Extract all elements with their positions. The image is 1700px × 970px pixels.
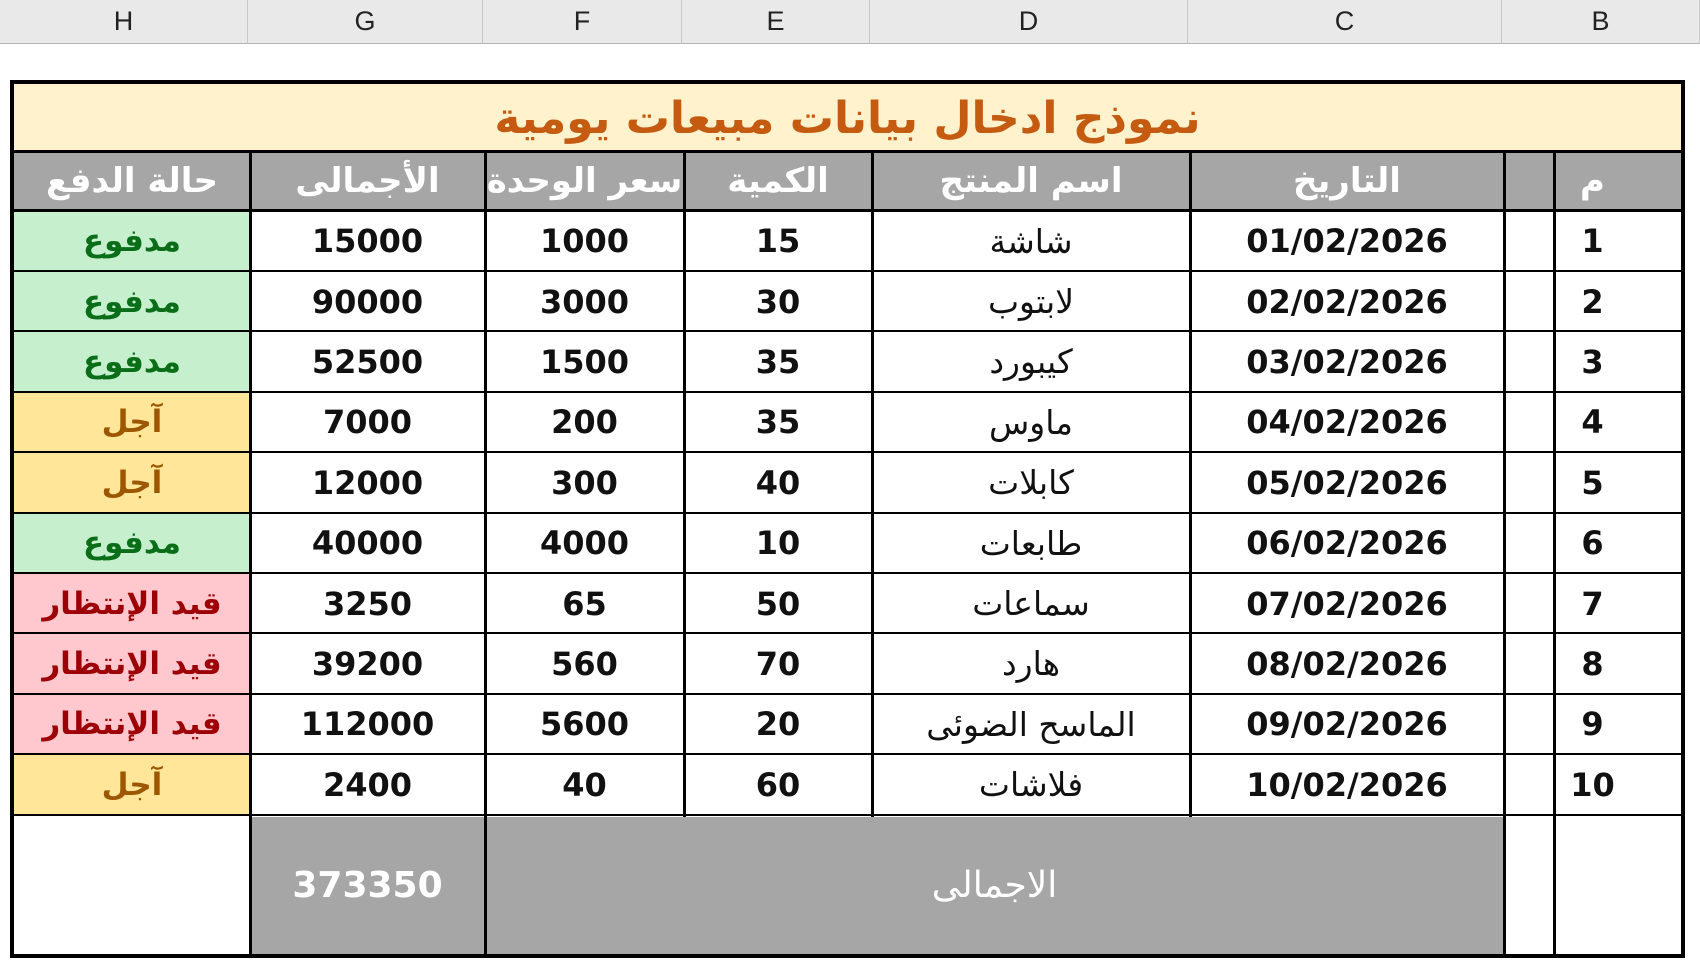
unit-price-cell[interactable]: 40: [562, 765, 607, 804]
index-cell[interactable]: 3: [1581, 342, 1604, 381]
status-cell[interactable]: آجل: [14, 392, 250, 452]
total-cell[interactable]: 112000: [300, 705, 435, 744]
status-cell[interactable]: مدفوع: [14, 513, 250, 573]
date-cell[interactable]: 07/02/2026: [1246, 584, 1448, 623]
sales-entry-table: [10, 80, 1685, 958]
grid-line: [249, 152, 252, 954]
index-cell[interactable]: 8: [1581, 644, 1604, 683]
grid-line: [14, 451, 1681, 453]
date-cell[interactable]: 06/02/2026: [1246, 524, 1448, 563]
quantity-cell[interactable]: 20: [755, 705, 801, 744]
date-cell[interactable]: 04/02/2026: [1246, 403, 1448, 442]
unit-price-cell[interactable]: 1500: [539, 342, 630, 381]
date-cell[interactable]: 09/02/2026: [1246, 705, 1448, 744]
date-cell[interactable]: 08/02/2026: [1246, 644, 1448, 683]
unit-price-cell[interactable]: 65: [562, 584, 607, 623]
date-cell[interactable]: 03/02/2026: [1246, 342, 1448, 381]
status-cell[interactable]: قيد الإنتظار: [14, 573, 250, 633]
grid-line: [14, 572, 1681, 574]
product-cell[interactable]: كيبورد: [989, 342, 1073, 382]
grid-line: [871, 152, 874, 817]
date-cell[interactable]: 01/02/2026: [1246, 222, 1448, 261]
grid-line: [14, 330, 1681, 332]
unit-price-cell[interactable]: 5600: [539, 705, 630, 744]
date-cell[interactable]: 10/02/2026: [1246, 765, 1448, 804]
grid-line: [14, 693, 1681, 695]
status-cell[interactable]: مدفوع: [14, 332, 250, 392]
grand-total-value[interactable]: 373350: [250, 817, 485, 954]
index-cell[interactable]: 6: [1581, 524, 1604, 563]
column-header-d[interactable]: D: [870, 0, 1188, 44]
grid-line: [1503, 152, 1506, 954]
status-cell[interactable]: آجل: [14, 755, 250, 815]
header-index[interactable]: م: [1504, 152, 1681, 209]
quantity-cell[interactable]: 50: [755, 584, 801, 623]
total-cell[interactable]: 40000: [311, 524, 424, 563]
status-cell[interactable]: مدفوع: [14, 271, 250, 331]
index-cell[interactable]: 4: [1581, 403, 1604, 442]
index-cell[interactable]: 7: [1581, 584, 1604, 623]
product-cell[interactable]: كابلات: [988, 463, 1074, 503]
footer-index-cell[interactable]: [1504, 817, 1681, 954]
unit-price-cell[interactable]: 560: [551, 644, 618, 683]
index-cell[interactable]: 1: [1581, 222, 1604, 261]
header-total[interactable]: الأجمالى: [250, 152, 485, 209]
grid-line: [14, 150, 1681, 153]
header-date[interactable]: التاريخ: [1190, 152, 1504, 209]
column-header-f[interactable]: F: [483, 0, 682, 44]
status-cell[interactable]: آجل: [14, 453, 250, 513]
product-cell[interactable]: هارد: [1001, 644, 1061, 684]
unit-price-cell[interactable]: 3000: [539, 282, 630, 321]
header-unit-price[interactable]: سعر الوحدة: [485, 152, 684, 209]
grid-line: [683, 152, 686, 817]
index-cell[interactable]: 2: [1581, 282, 1604, 321]
quantity-cell[interactable]: 15: [755, 222, 801, 261]
product-cell[interactable]: سماعات: [972, 584, 1090, 624]
quantity-cell[interactable]: 10: [755, 524, 801, 563]
date-cell[interactable]: 02/02/2026: [1246, 282, 1448, 321]
unit-price-cell[interactable]: 300: [551, 463, 618, 502]
quantity-cell[interactable]: 30: [755, 282, 801, 321]
header-status[interactable]: حالة الدفع: [14, 152, 250, 209]
quantity-cell[interactable]: 40: [755, 463, 801, 502]
status-cell[interactable]: مدفوع: [14, 211, 250, 271]
grid-line: [14, 391, 1681, 393]
total-cell[interactable]: 90000: [311, 282, 424, 321]
grid-line: [14, 632, 1681, 634]
total-cell[interactable]: 52500: [311, 342, 424, 381]
header-product[interactable]: اسم المنتج: [872, 152, 1190, 209]
grid-line: [484, 152, 487, 954]
product-cell[interactable]: طابعات: [979, 523, 1083, 563]
column-header-b[interactable]: B: [1502, 0, 1700, 44]
grid-line: [14, 753, 1681, 755]
column-header-c[interactable]: C: [1188, 0, 1502, 44]
total-cell[interactable]: 39200: [311, 644, 424, 683]
grand-total-label[interactable]: الاجمالى: [485, 817, 1504, 954]
total-cell[interactable]: 2400: [322, 765, 413, 804]
product-cell[interactable]: ماوس: [989, 402, 1073, 442]
date-cell[interactable]: 05/02/2026: [1246, 463, 1448, 502]
total-cell[interactable]: 12000: [311, 463, 424, 502]
index-cell[interactable]: 5: [1581, 463, 1604, 502]
total-cell[interactable]: 7000: [322, 403, 413, 442]
column-header-e[interactable]: E: [682, 0, 870, 44]
unit-price-cell[interactable]: 1000: [539, 222, 630, 261]
product-cell[interactable]: فلاشات: [978, 765, 1084, 805]
total-cell[interactable]: 15000: [311, 222, 424, 261]
quantity-cell[interactable]: 35: [755, 342, 801, 381]
status-cell[interactable]: قيد الإنتظار: [14, 694, 250, 754]
index-cell[interactable]: 9: [1581, 705, 1604, 744]
table-title[interactable]: نموذج ادخال بيانات مبيعات يومية: [14, 84, 1681, 152]
status-cell[interactable]: قيد الإنتظار: [14, 634, 250, 694]
column-header-h[interactable]: H: [0, 0, 248, 44]
product-cell[interactable]: لابتوب: [987, 282, 1075, 322]
index-cell[interactable]: 10: [1570, 765, 1615, 804]
grid-line: [1189, 152, 1192, 817]
quantity-cell[interactable]: 60: [755, 765, 801, 804]
footer-empty-cell[interactable]: [14, 817, 250, 954]
quantity-cell[interactable]: 70: [755, 644, 801, 683]
grid-line: [14, 270, 1681, 272]
total-cell[interactable]: 3250: [322, 584, 413, 623]
grid-line: [1553, 152, 1556, 954]
grid-line: [14, 814, 1681, 816]
product-cell[interactable]: الماسح الضوئى: [926, 704, 1136, 744]
unit-price-cell[interactable]: 200: [551, 403, 618, 442]
product-cell[interactable]: شاشة: [989, 221, 1073, 261]
unit-price-cell[interactable]: 4000: [539, 524, 630, 563]
column-header-g[interactable]: G: [248, 0, 483, 44]
header-quantity[interactable]: الكمية: [684, 152, 872, 209]
grid-line: [14, 512, 1681, 514]
quantity-cell[interactable]: 35: [755, 403, 801, 442]
grid-line: [14, 209, 1681, 212]
